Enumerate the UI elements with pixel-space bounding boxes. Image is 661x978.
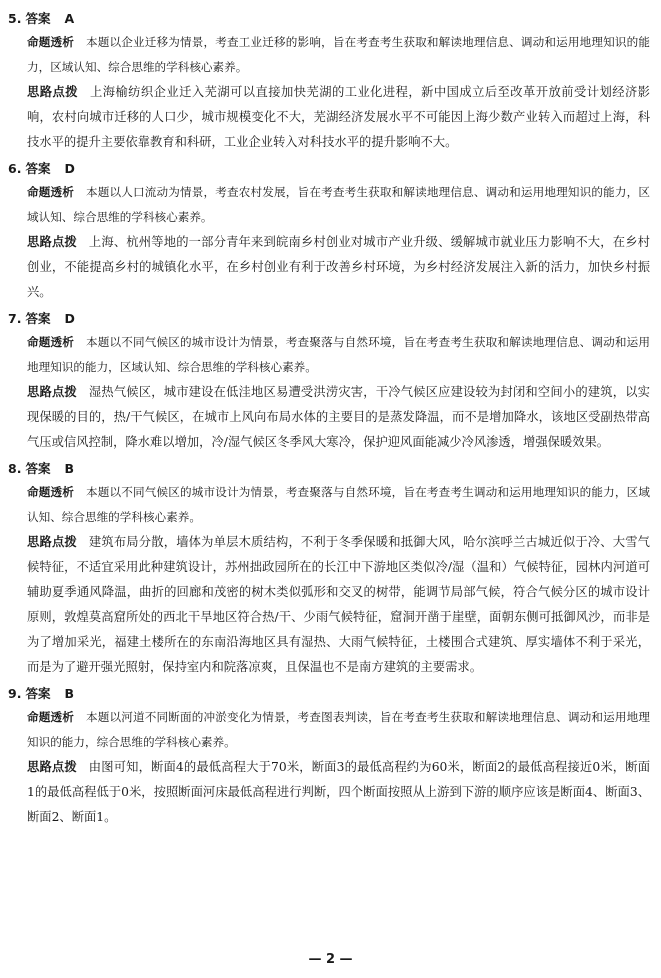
analysis-block [27, 30, 650, 80]
question-7 [8, 308, 653, 455]
hint-block [27, 530, 650, 680]
analysis-label: 命题透析 [27, 710, 75, 724]
question-header [8, 458, 653, 480]
question-8 [8, 458, 653, 680]
answer-value: A [64, 11, 75, 26]
answer-value: B [64, 461, 74, 476]
answer-label: 答案 [25, 11, 51, 26]
analysis-label: 命题透析 [27, 335, 75, 349]
answer-label: 答案 [25, 461, 51, 476]
hint-label: 思路点拨 [27, 385, 77, 399]
hint-block [27, 230, 650, 305]
hint-text: 由图可知，断面4的最低高程大于70米，断面3的最低高程约为60米，断面2的最低高程接近0米，断面1的最低高程低于0米，按照断面河床最低高程进行判断，四个断面按照从上游到下游的顺序应该是断面4、断面3、断面2、断面1。 [27, 760, 650, 824]
question-header [8, 8, 653, 30]
analysis-block [27, 180, 650, 230]
hint-text: 上海、杭州等地的一部分青年来到皖南乡村创业对城市产业升级、缓解城市就业压力影响不大，在乡村创业，不能提高乡村的城镇化水平，在乡村创业有利于改善乡村环境，为乡村经济发展注入新的活力，加快乡村振兴。 [27, 235, 650, 299]
question-header [8, 683, 653, 705]
answer-value: D [64, 311, 75, 326]
analysis-block [27, 480, 650, 530]
question-header [8, 308, 653, 330]
page-number: — 2 — [308, 952, 353, 967]
hint-label: 思路点拨 [27, 760, 77, 774]
analysis-text: 本题以企业迁移为情景，考查工业迁移的影响，旨在考查考生获取和解读地理信息、调动和运用地理知识的能力，区域认知、综合思维的学科核心素养。 [27, 35, 650, 74]
answer-page [8, 8, 653, 830]
answer-label: 答案 [25, 686, 51, 701]
question-number: 8. [8, 461, 22, 476]
analysis-block [27, 705, 650, 755]
question-6 [8, 158, 653, 305]
analysis-text: 本题以人口流动为情景，考查农村发展，旨在考查考生获取和解读地理信息、调动和运用地理知识的能力，区域认知、综合思维的学科核心素养。 [27, 185, 650, 224]
hint-block [27, 755, 650, 830]
question-header [8, 158, 653, 180]
hint-block [27, 380, 650, 455]
hint-label: 思路点拨 [27, 235, 77, 249]
answer-value: D [64, 161, 75, 176]
hint-label: 思路点拨 [27, 85, 78, 99]
answer-value: B [64, 686, 74, 701]
question-number: 6. [8, 161, 22, 176]
hint-text: 上海榆纺织企业迁入芜湖可以直接加快芜湖的工业化进程，新中国成立后至改革开放前受计划经济影响，农村向城市迁移的人口少，城市规模变化不大，芜湖经济发展水平不可能因上海少数产业转入而超过上海，科技水平的提升主要依靠教育和科研，工业企业转入对科技水平的提升影响不大。 [27, 85, 650, 149]
analysis-block [27, 330, 650, 380]
question-number: 9. [8, 686, 22, 701]
hint-label: 思路点拨 [27, 535, 77, 549]
analysis-label: 命题透析 [27, 35, 75, 49]
analysis-text: 本题以不同气候区的城市设计为情景，考查聚落与自然环境，旨在考查考生调动和运用地理知识的能力，区域认知、综合思维的学科核心素养。 [27, 485, 650, 524]
hint-block [27, 80, 650, 155]
question-number: 7. [8, 311, 22, 326]
analysis-text: 本题以河道不同断面的冲淤变化为情景，考查图表判读，旨在考查考生获取和解读地理信息、调动和运用地理知识的能力，综合思维的学科核心素养。 [27, 710, 650, 749]
analysis-text: 本题以不同气候区的城市设计为情景，考查聚落与自然环境，旨在考查考生获取和解读地理信息、调动和运用地理知识的能力，区域认知、综合思维的学科核心素养。 [27, 335, 650, 374]
question-number: 5. [8, 11, 22, 26]
question-5 [8, 8, 653, 155]
analysis-label: 命题透析 [27, 485, 75, 499]
question-9 [8, 683, 653, 830]
hint-text: 湿热气候区，城市建设在低洼地区易遭受洪涝灾害，干冷气候区应建设较为封闭和空间小的建筑，以实现保暖的目的，热/干气候区，在城市上风向布局水体的主要目的是蒸发降温，而不是增加降水，该地区受副热带高气压或信风控制，降水难以增加，冷/湿气候区冬季风大寒冷，保护迎风面能减少冷风渗透，增强保暖效果。 [27, 385, 650, 449]
answer-label: 答案 [25, 311, 51, 326]
hint-text: 建筑布局分散，墙体为单层木质结构，不利于冬季保暖和抵御大风，哈尔滨呼兰古城近似于冷、大雪气候特征，不适宜采用此种建筑设计，苏州拙政园所在的长江中下游地区类似冷/湿（温和）气候特征，园林内河道可辅助夏季通风降温，曲折的回廊和茂密的树木类似弧形和交叉的树带，能调节局部气候，符合气候分区的城市设计原则，敦煌莫高窟所处的西北干旱地区符合热/干、少雨气候特征，窟洞开凿于崖壁，面朝东侧可抵御风沙，而非是为了增加采光，福建土楼所在的东南沿海地区具有湿热、大雨气候特征，土楼围合式建筑、厚实墙体不利于采光，而是为了避开强光照射，保持室内和院落凉爽，且保温也不是南方建筑的主要需求。 [27, 535, 650, 674]
analysis-label: 命题透析 [27, 185, 75, 199]
answer-label: 答案 [25, 161, 51, 176]
